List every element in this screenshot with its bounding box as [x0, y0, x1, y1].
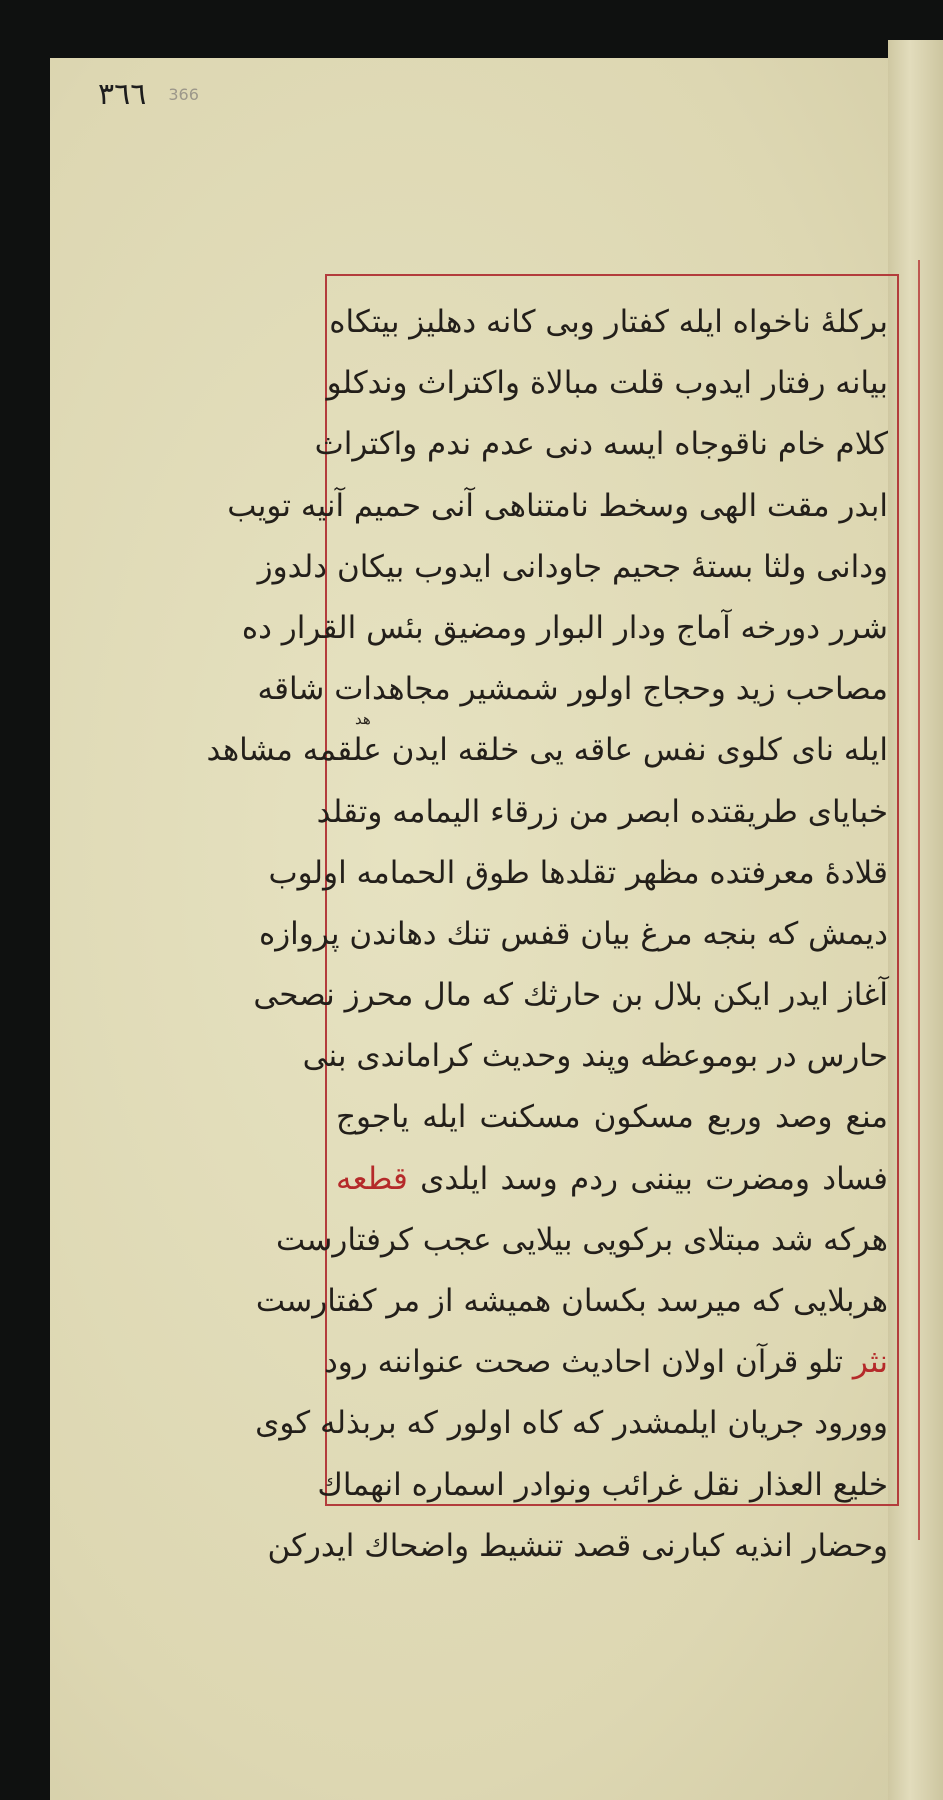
text-line: ودانی ولثا بستهٔ جحیم جاودانی ایدوب بیكان دلدوز: [257, 548, 888, 585]
text-line: هركه شد مبتلای بركویی بیلایی عجب كرفتارست: [275, 1221, 888, 1258]
text-line: هربلایی كه میرسد بكسان همیشه از مر كفتارست: [255, 1283, 888, 1319]
text-line: كلام خام ناقوجاه ایسه دنی عدم ندم واكتراث: [314, 426, 888, 463]
interlinear-note: هد: [355, 710, 371, 728]
rubric-heading: قطعه: [336, 1160, 408, 1197]
text-line: شرر دورخه آماج ودار البوار ومضیق بئس القرار ده: [241, 609, 888, 646]
folio-ink-number: ٣٦٦: [98, 76, 147, 112]
folio-number: [98, 74, 199, 114]
text-line-body: تلو قرآن اولان احادیث صحت عنواننه رود: [323, 1344, 844, 1381]
text-line: وحضار انذیه كبارنی قصد تنشیط واضحاك ایدركن: [267, 1527, 888, 1564]
text-line: مصاحب زید وحجاج اولور شمشیر مجاهدات شاقه: [257, 671, 888, 708]
text-line: بركلهٔ ناخواه ایله كفتار وبی كانه دهلیز بیتكاه: [329, 304, 888, 340]
text-line: آغاز ایدر ایكن بلال بن حارثك كه مال محرز نصحی: [253, 977, 888, 1014]
facing-page-frame-rule: [918, 260, 920, 1540]
text-line: [323, 1332, 894, 1393]
text-line: خبایای طریقتده ابصر من زرقاء الیمامه وتقلد: [316, 793, 888, 830]
text-line: وورود جریان ایلمشدر كه كاه اولور كه بربذله كوی: [255, 1405, 888, 1442]
folio-pencil-number: 366: [168, 84, 199, 104]
text-line-body: فساد ومضرت بیننی ردم وسد ایلدی: [420, 1160, 888, 1197]
text-line: خلیع العذار نقل غرائب ونوادر اسماره انهماك: [317, 1466, 888, 1503]
text-line: قلادهٔ معرفتده مظهر تقلدها طوق الحمامه اولوب: [268, 854, 888, 891]
rubric-heading: نثر: [852, 1344, 888, 1381]
text-line: ابدر مقت الهی وسخط نامتناهی آنی حمیم آنیه تویب: [227, 487, 888, 524]
text-line: بیانه رفتار ایدوب قلت مبالاة واكتراث وندكلو: [326, 365, 888, 402]
text-block: [206, 292, 894, 1577]
text-line: حارس در بوموعظه وپند وحدیث كراماندی بنی: [302, 1038, 888, 1075]
text-line: دیمش كه بنجه مرغ بیان قفس تنك دهاندن پروازه: [258, 915, 888, 952]
text-line: [330, 1149, 894, 1210]
text-line: منع وصد وربع مسكون مسكنت ایله یاجوج: [336, 1099, 888, 1136]
text-line: ایله نای كلوی نفس عاقه یی خلقه ایدن علقمه مشاهد: [206, 732, 888, 769]
